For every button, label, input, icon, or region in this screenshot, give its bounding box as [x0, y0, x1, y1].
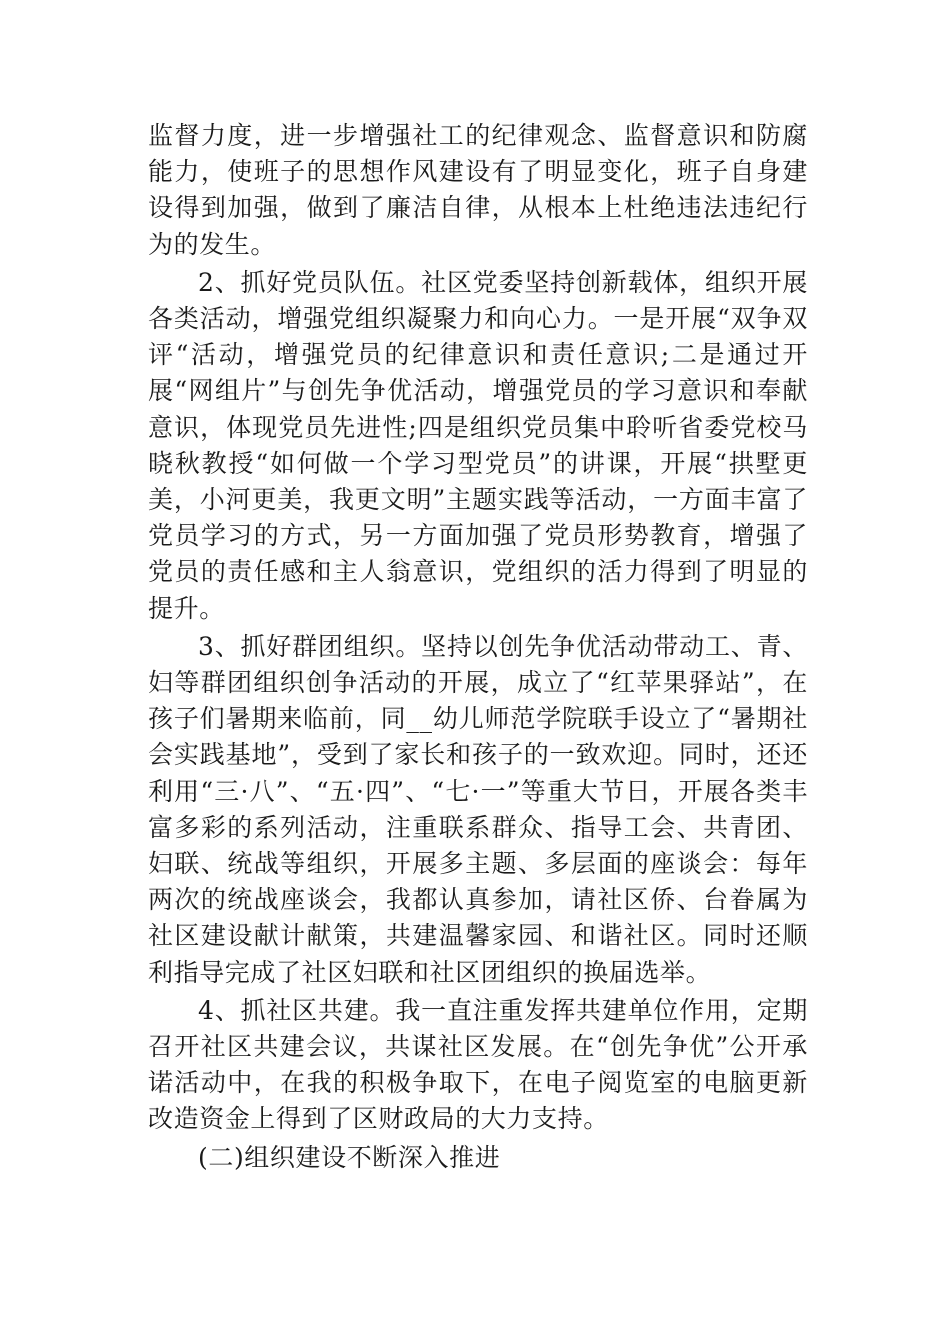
paragraph-supervision: 监督力度，进一步增强社工的纪律观念、监督意识和防腐能力，使班子的思想作风建设有了明显变化，班子自身建设得到加强，做到了廉洁自律，从根本上杜绝违法违纪行为的发生。 — [148, 121, 808, 259]
document-page — [148, 118, 808, 1176]
paragraph-mass-organizations: 3、抓好群团组织。坚持以创先争优活动带动工、青、妇等群团组织创争活动的开展，成立了“红苹果驿站”，在孩子们暑期来临前，同__幼儿师范学院联手设立了“暑期社会实践基地”，受到了家长和孩子的一致欢迎。同时，还还利用“三·八”、“五·四”、“七·一”等重大节日，开展各类丰富多彩的系列活动，注重联系群众、指导工会、共青团、妇联、统战等组织，开展多主题、多层面的座谈会：每年两次的统战座谈会，我都认真参加，请社区侨、台眷属为社区建设献计献策，共建温馨家园、和谐社区。同时还顺利指导完成了社区妇联和社区团组织的换届选举。 — [148, 631, 808, 987]
paragraph-party-members: 2、抓好党员队伍。社区党委坚持创新载体，组织开展各类活动，增强党组织凝聚力和向心力。一是开展“双争双评“活动，增强党员的纪律意识和责任意识;二是通过开展“网组片”与创先争优活动，增强党员的学习意识和奉献意识，体现党员先进性;四是组织党员集中聆听省委党校马晓秋教授“如何做一个学习型党员”的讲课，开展“拱墅更美，小河更美，我更文明”主题实践等活动，一方面丰富了党员学习的方式，另一方面加强了党员形势教育，增强了党员的责任感和主人翁意识，党组织的活力得到了明显的提升。 — [148, 267, 808, 623]
section-heading: (二)组织建设不断深入推进 — [198, 1142, 501, 1172]
paragraph-community-co-building: 4、抓社区共建。我一直注重发挥共建单位作用，定期召开社区共建会议，共谋社区发展。在“创先争优”公开承诺活动中，在我的积极争取下，在电子阅览室的电脑更新改造资金上得到了区财政局的大力支持。 — [148, 995, 808, 1134]
